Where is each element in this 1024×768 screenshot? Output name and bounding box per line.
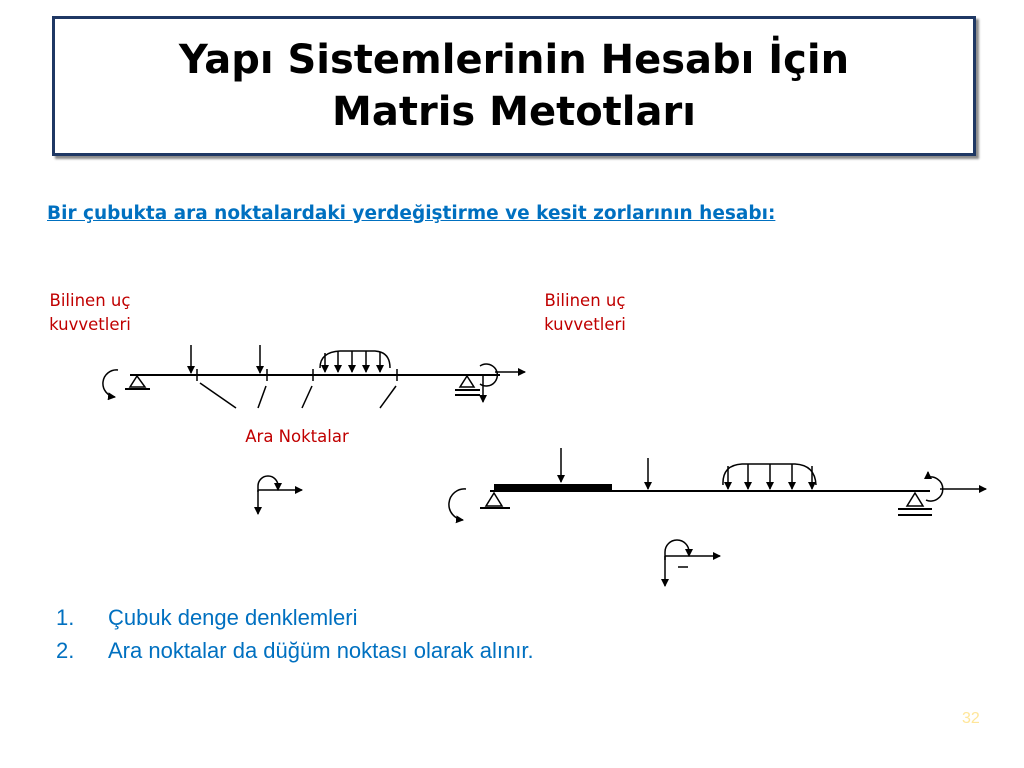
page-number: 32 xyxy=(962,710,980,727)
intermediate-points-label: Ara Noktalar xyxy=(245,427,349,446)
node-forces-symbol-2 xyxy=(665,540,720,586)
title-line-1: Yapı Sistemlerinin Hesabı İçin xyxy=(178,37,850,83)
steps-list xyxy=(56,601,534,667)
section-subtitle: Bir çubukta ara noktalardaki yerdeğiştirme ve kesit zorlarının hesabı: xyxy=(47,203,776,224)
bottom-beam-thick-segment xyxy=(494,484,612,492)
left-end-forces-label: Bilinen uç kuvvetleri xyxy=(49,291,131,334)
top-left-pin-support xyxy=(125,376,150,389)
bottom-left-moment-arrow xyxy=(449,489,466,520)
list-item: 1. Çubuk denge denklemleri xyxy=(56,605,358,630)
top-left-moment-arrow xyxy=(103,370,118,397)
intermediate-points-leaders xyxy=(200,383,396,408)
right-end-forces-label: Bilinen uç kuvvetleri xyxy=(544,291,626,334)
title-line-2: Matris Metotları xyxy=(332,89,696,135)
bottom-left-pin-support xyxy=(480,493,510,508)
top-right-roller-support xyxy=(455,376,480,395)
top-beam-diagram xyxy=(103,345,525,408)
list-item: 2. Ara noktalar da düğüm noktası olarak alınır. xyxy=(56,638,534,663)
node-forces-symbol-1 xyxy=(258,476,302,514)
bottom-distributed-load xyxy=(723,464,816,489)
bottom-right-roller-support xyxy=(898,493,932,515)
bottom-beam-diagram xyxy=(449,448,986,520)
top-distributed-load xyxy=(320,351,390,372)
